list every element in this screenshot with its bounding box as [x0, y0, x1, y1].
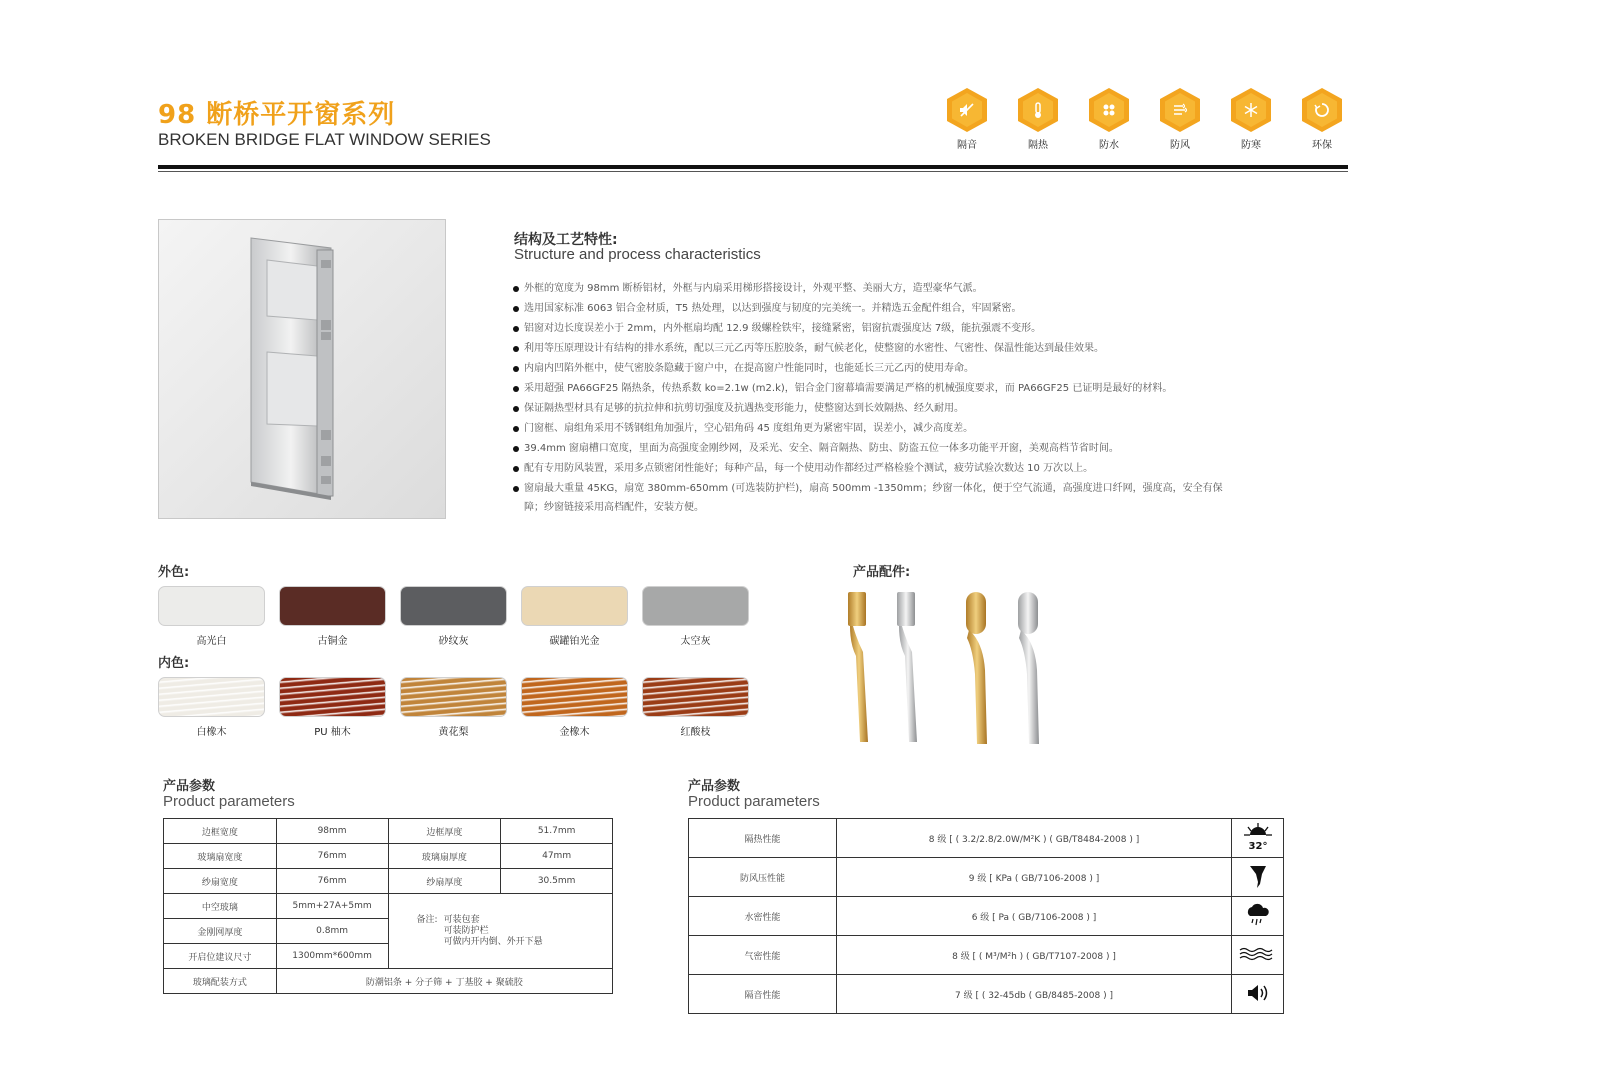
params-left-subtitle: Product parameters: [163, 793, 295, 810]
header-rule: [158, 165, 1348, 169]
list-item: 内扇内凹陷外框中，使气密胶条隐藏于窗户中，在提高窗户性能同时，也能延长三元乙丙的使用寿命。: [512, 359, 1232, 379]
feature-soundproof: 隔音: [940, 88, 994, 151]
page-subtitle: BROKEN BRIDGE FLAT WINDOW SERIES: [158, 130, 491, 149]
table-row: 水密性能 6 级 [ Pa ( GB/7106-2008 ) ]: [689, 897, 1284, 936]
table-row: 玻璃扇宽度 76mm 玻璃扇厚度 47mm: [164, 844, 613, 869]
table-row: 气密性能 8 级 [ ( M³/M²h ) ( GB/T7107-2008 ) ]: [689, 936, 1284, 975]
wood-chip: [400, 677, 507, 717]
table-row: 纱扇宽度 76mm 纱扇厚度 30.5mm: [164, 869, 613, 894]
handle-accessories-image: [845, 590, 1065, 750]
params-left-table: [163, 818, 613, 994]
params-right-table: [688, 818, 1284, 1014]
silver-handle-curved: [1018, 592, 1039, 744]
params-right-title: 产品参数: [688, 779, 741, 794]
color-swatch[interactable]: PU 柚木: [279, 677, 386, 738]
recycle-icon: [1313, 101, 1331, 119]
inner-color-label: 内色:: [158, 656, 190, 671]
svg-text:32°: 32°: [1248, 840, 1267, 852]
color-chip: [158, 586, 265, 626]
table-row: 防风压性能 9 级 [ KPa ( GB/7106-2008 ) ]: [689, 858, 1284, 897]
feature-heat-insulation: 隔热: [1011, 88, 1065, 151]
color-swatch[interactable]: 白橡木: [158, 677, 265, 738]
tornado-icon: [1248, 863, 1268, 889]
outer-color-label: 外色:: [158, 565, 190, 580]
wood-chip: [279, 677, 386, 717]
structure-subtitle: Structure and process characteristics: [514, 246, 761, 263]
feature-icons: [940, 88, 1349, 151]
color-swatch[interactable]: 太空灰: [642, 586, 749, 647]
list-item: 保证隔热型材具有足够的抗拉伸和抗剪切强度及抗遇热变形能力，使整窗达到长效隔热、经久耐用。: [512, 399, 1232, 419]
outer-color-swatches: [158, 586, 749, 647]
table-row: 玻璃配装方式 防潮铝条 + 分子筛 + 丁基胶 + 聚硫胶: [164, 969, 613, 994]
wind-icon: [1171, 101, 1189, 119]
structure-list: [512, 279, 1232, 517]
table-row: 金刚网厚度 0.8mm: [164, 919, 613, 944]
gold-handle-straight: [848, 592, 868, 742]
color-swatch[interactable]: 碳罐铂光金: [521, 586, 628, 647]
color-chip: [642, 586, 749, 626]
list-item: 选用国家标准 6063 铝合金材质，T5 热处理，以达到强度与韧度的完美统一。并精选五金配件组合，牢固紧密。: [512, 299, 1232, 319]
note-cell: 备注: 可装包套 可装防护栏 可做内开内倒、外开下悬: [388, 894, 612, 969]
silver-handle-straight: [897, 592, 917, 742]
list-item: 门窗框、扇组角采用不锈钢组角加强片，空心铝角码 45 度组角更为紧密牢固，误差小，减少高度差。: [512, 419, 1232, 439]
color-swatch[interactable]: 红酸枝: [642, 677, 749, 738]
color-swatch[interactable]: 高光白: [158, 586, 265, 647]
window-profile-illustration: [159, 220, 445, 518]
thermometer-icon: [1029, 101, 1047, 119]
color-swatch[interactable]: 黄花梨: [400, 677, 507, 738]
speaker-icon: [1246, 982, 1270, 1004]
product-photo: [158, 219, 446, 519]
gold-handle-curved: [966, 592, 987, 744]
wood-chip: [642, 677, 749, 717]
list-item: 铝窗对边长度误差小于 2mm，内外框扇均配 12.9 级螺栓铁牢，接缝紧密，铝窗抗震强度达 7级，能抗强震不变形。: [512, 319, 1232, 339]
water-drop-icon: [1100, 101, 1118, 119]
feature-waterproof: 防水: [1082, 88, 1136, 151]
table-row: 边框宽度 98mm 边框厚度 51.7mm: [164, 819, 613, 844]
sun-temperature-icon: [1241, 822, 1275, 852]
list-item: 利用等压原理设计有结构的排水系统，配以三元乙丙等压腔胶条，耐气候老化，使整窗的水密性、气密性、保温性能达到最佳效果。: [512, 339, 1232, 359]
color-chip: [400, 586, 507, 626]
page-title: 98 断桥平开窗系列: [158, 100, 396, 130]
table-row: 隔热性能 8 级 [ ( 3.2/2.8/2.0W/M²K ) ( GB/T8484-2008 ) ] 32°: [689, 819, 1284, 858]
list-item: 配有专用防风装置，采用多点锁密闭性能好；每种产品，每一个使用动作都经过严格检验个测试，疲劳试验次数达 10 万次以上。: [512, 459, 1232, 479]
table-row: 中空玻璃 5mm+27A+5mm 备注: 可装包套 可装防护栏 可做内开内倒、外开下悬: [164, 894, 613, 919]
inner-color-swatches: [158, 677, 749, 738]
params-right-subtitle: Product parameters: [688, 793, 820, 810]
air-waves-icon: [1239, 946, 1277, 962]
params-left-title: 产品参数: [163, 779, 216, 794]
structure-title: 结构及工艺特性:: [514, 232, 618, 248]
header-rule-thin: [158, 171, 1348, 172]
feature-eco: 环保: [1295, 88, 1349, 151]
rain-cloud-icon: [1245, 902, 1271, 928]
list-item: 采用超强 PA66GF25 隔热条，传热系数 ko=2.1w (m2.k)，铝合金门窗幕墙需要满足严格的机械强度要求，而 PA66GF25 已证明是最好的材料。: [512, 379, 1232, 399]
snowflake-icon: [1242, 101, 1260, 119]
list-item: 外框的宽度为 98mm 断桥铝材，外框与内扇采用梯形搭接设计，外观平整、美丽大方，造型豪华气派。: [512, 279, 1232, 299]
sound-icon: [958, 101, 976, 119]
list-item: 窗扇最大重量 45KG，扇宽 380mm-650mm (可选装防护栏)，扇高 500mm -1350mm；纱窗一体化，便于空气流通，高强度进口纤网，强度高，安全有保障；纱窗链接采用高档配件，安装方便。: [512, 479, 1232, 517]
wood-chip: [158, 677, 265, 717]
table-row: 隔音性能 7 级 [ ( 32-45db ( GB/8485-2008 ) ]: [689, 975, 1284, 1014]
color-chip: [279, 586, 386, 626]
color-swatch[interactable]: 砂纹灰: [400, 586, 507, 647]
list-item: 39.4mm 窗扇槽口宽度，里面为高强度金刚纱网，及采光、安全、隔音隔热、防虫、防盗五位一体多功能平开窗，美观高档节省时间。: [512, 439, 1232, 459]
accessories-label: 产品配件:: [853, 565, 911, 580]
color-swatch[interactable]: 古铜金: [279, 586, 386, 647]
wood-chip: [521, 677, 628, 717]
table-row: 开启位建议尺寸 1300mm*600mm: [164, 944, 613, 969]
feature-windproof: 防风: [1153, 88, 1207, 151]
color-chip: [521, 586, 628, 626]
color-swatch[interactable]: 金橡木: [521, 677, 628, 738]
feature-coldproof: 防寒: [1224, 88, 1278, 151]
